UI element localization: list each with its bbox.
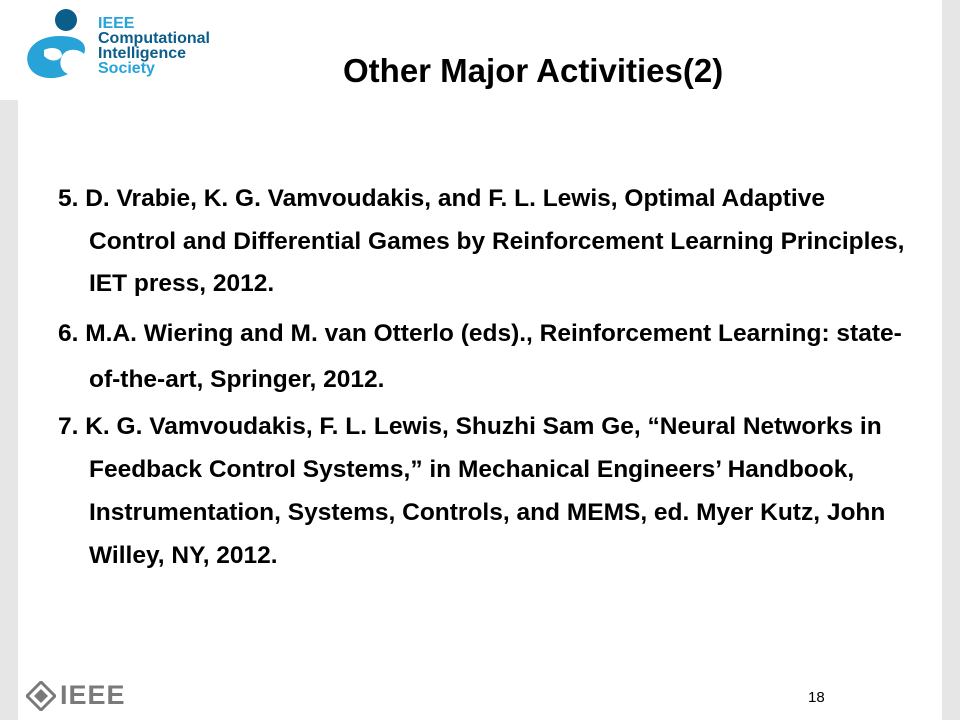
reference-item: 5. D. Vrabie, K. G. Vamvoudakis, and F. L. Lewis, Optimal Adaptive Control and Differential Games by Reinforcement Learning Principles, IET press, 2012. [58,185,905,297]
frame-right-strip [942,0,960,720]
page-number: 18 [808,689,825,706]
slide-title: Other Major Activities(2) [343,52,724,89]
ieee-footer-text: IEEE [60,680,126,710]
reference-item: 7. K. G. Vamvoudakis, F. L. Lewis, Shuzhi Sam Ge, “Neural Networks in Feedback Control Systems,” in Mechanical Engineers’ Handbook, Instrumentation, Systems, Controls, and MEMS, ed. Myer Kutz, John Willey, NY, 2012. [58,412,886,569]
ieee-footer-logo [26,680,126,711]
logo-line-society: Society [98,60,155,77]
logo-line-intelligence: Intelligence [98,45,187,62]
reference-list [58,178,908,577]
logo-line-computational: Computational [98,30,210,47]
cis-logo-mark-icon [22,6,96,84]
reference-item: 6. M.A. Wiering and M. van Otterlo (eds)., Reinforcement Learning: state-of-the-art, Springer, 2012. [58,319,902,393]
ieee-diamond-icon [26,681,56,711]
logo-line-ieee: IEEE [98,15,135,32]
cis-logo-text [98,16,210,76]
frame-left-strip [0,0,18,720]
cis-logo [0,0,230,100]
